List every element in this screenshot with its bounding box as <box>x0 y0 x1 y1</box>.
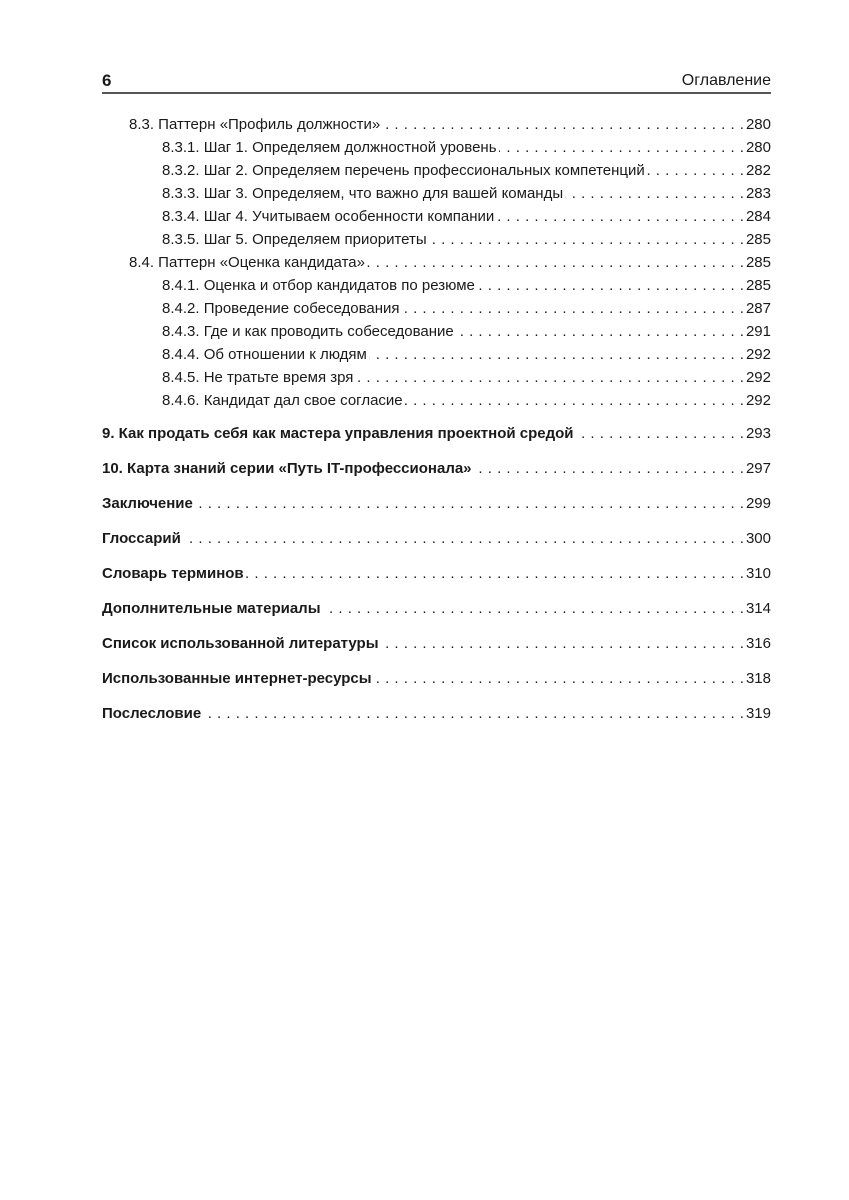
toc-entry-title: 8.3. Паттерн «Профиль должности» <box>129 116 381 133</box>
dot-leader <box>405 392 744 409</box>
toc-entry-title: Словарь терминов <box>102 565 244 582</box>
dot-leader <box>246 565 744 582</box>
dot-leader <box>382 116 744 133</box>
dot-leader <box>195 495 744 512</box>
toc-entry <box>102 139 771 162</box>
toc-entry-page: 314 <box>745 600 771 617</box>
toc-entry <box>102 323 771 346</box>
toc-entry-page: 310 <box>745 565 771 582</box>
toc-entry-page: 292 <box>745 346 771 363</box>
toc-entry <box>102 460 771 495</box>
toc-entry <box>102 670 771 705</box>
dot-leader <box>402 300 744 317</box>
toc-entry <box>102 162 771 185</box>
toc-entry-page: 292 <box>745 369 771 386</box>
toc-entry <box>102 277 771 300</box>
toc-entry-page: 318 <box>745 670 771 687</box>
dot-leader <box>367 254 744 271</box>
toc-entry <box>102 300 771 323</box>
table-of-contents <box>102 116 771 740</box>
dot-leader <box>183 530 744 547</box>
toc-entry <box>102 208 771 231</box>
toc-entry <box>102 635 771 670</box>
toc-entry <box>102 231 771 254</box>
dot-leader <box>323 600 744 617</box>
toc-entry-page: 291 <box>745 323 771 340</box>
toc-entry-title: 8.4. Паттерн «Оценка кандидата» <box>129 254 365 271</box>
dot-leader <box>474 460 744 477</box>
toc-entry-page: 300 <box>745 530 771 547</box>
toc-entry-page: 293 <box>745 425 771 442</box>
toc-entry-title: 8.4.4. Об отношении к людям <box>162 346 367 363</box>
toc-entry <box>102 392 771 415</box>
toc-entry-page: 285 <box>745 231 771 248</box>
toc-entry-title: 8.4.6. Кандидат дал свое согласие <box>162 392 403 409</box>
toc-entry-title: Послесловие <box>102 705 202 722</box>
dot-leader <box>381 635 744 652</box>
toc-entry-title: 8.4.2. Проведение собеседования <box>162 300 400 317</box>
toc-entry <box>102 369 771 392</box>
toc-entry <box>102 185 771 208</box>
toc-entry-title: 8.3.5. Шаг 5. Определяем приоритеты <box>162 231 427 248</box>
dot-leader <box>203 705 744 722</box>
toc-entry-page: 319 <box>745 705 771 722</box>
running-header <box>102 70 771 94</box>
dot-leader <box>477 277 744 294</box>
toc-entry-page: 282 <box>745 162 771 179</box>
toc-entry <box>102 116 771 139</box>
toc-entry <box>102 346 771 369</box>
toc-entry <box>102 530 771 565</box>
toc-entry <box>102 425 771 460</box>
toc-entry-title: 8.4.3. Где и как проводить собеседование <box>162 323 454 340</box>
toc-entry-page: 292 <box>745 392 771 409</box>
dot-leader <box>499 139 744 156</box>
dot-leader <box>565 185 744 202</box>
toc-entry-page: 297 <box>745 460 771 477</box>
dot-leader <box>369 346 744 363</box>
dot-leader <box>374 670 744 687</box>
toc-entry <box>102 565 771 600</box>
toc-entry-title: Список использованной литературы <box>102 635 379 652</box>
toc-entry-title: 8.4.5. Не тратьте время зря <box>162 369 354 386</box>
toc-entry <box>102 705 771 740</box>
dot-leader <box>496 208 744 225</box>
toc-entry-page: 283 <box>745 185 771 202</box>
toc-entry-title: Заключение <box>102 495 193 512</box>
toc-entry <box>102 495 771 530</box>
dot-leader <box>429 231 744 248</box>
toc-entry-page: 284 <box>745 208 771 225</box>
toc-entry-title: 8.3.2. Шаг 2. Определяем перечень профессиональных компетенций <box>162 162 645 179</box>
toc-entry-title: Дополнительные материалы <box>102 600 321 617</box>
running-title: Оглавление <box>681 72 771 89</box>
dot-leader <box>355 369 744 386</box>
toc-entry-page: 285 <box>745 277 771 294</box>
dot-leader <box>647 162 744 179</box>
toc-entry-title: 8.3.3. Шаг 3. Определяем, что важно для вашей команды <box>162 185 564 202</box>
dot-leader <box>576 425 744 442</box>
page-number: 6 <box>102 71 112 90</box>
toc-entry-title: 8.3.4. Шаг 4. Учитываем особенности компании <box>162 208 495 225</box>
dot-leader <box>456 323 744 340</box>
toc-entry-page: 280 <box>745 116 771 133</box>
toc-entry-page: 285 <box>745 254 771 271</box>
toc-entry-title: Использованные интернет-ресурсы <box>102 670 372 687</box>
toc-entry <box>102 600 771 635</box>
toc-entry-title: 9. Как продать себя как мастера управления проектной средой <box>102 425 574 442</box>
toc-entry-page: 316 <box>745 635 771 652</box>
toc-entry-title: Глоссарий <box>102 530 181 547</box>
toc-entry-page: 280 <box>745 139 771 156</box>
toc-entry-title: 8.4.1. Оценка и отбор кандидатов по резюме <box>162 277 475 294</box>
toc-entry <box>102 254 771 277</box>
toc-entry-title: 8.3.1. Шаг 1. Определяем должностной уровень <box>162 139 497 156</box>
toc-entry-page: 287 <box>745 300 771 317</box>
toc-entry-page: 299 <box>745 495 771 512</box>
toc-entry-title: 10. Карта знаний серии «Путь IT-профессионала» <box>102 460 472 477</box>
